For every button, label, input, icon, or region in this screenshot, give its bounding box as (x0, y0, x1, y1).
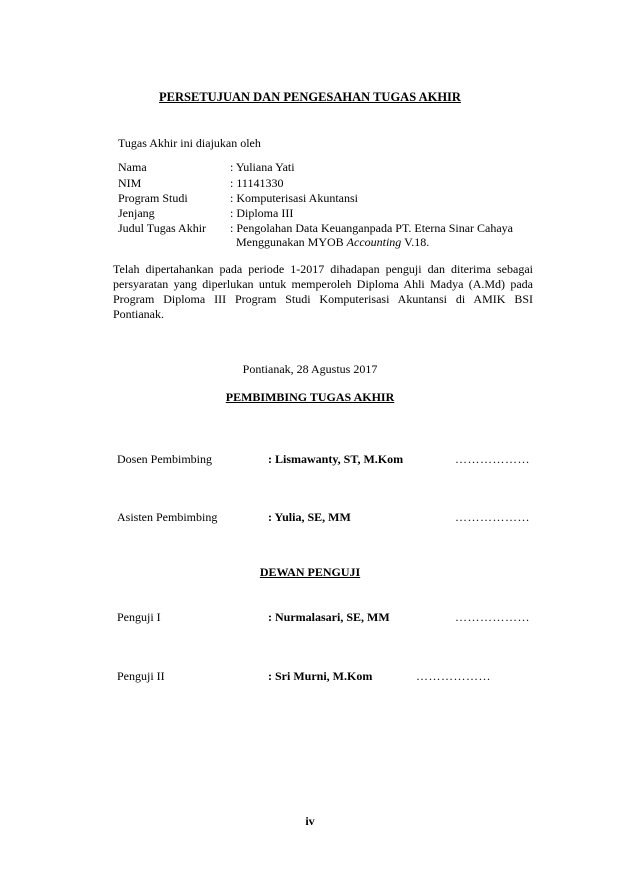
identity-value-program: : Komputerisasi Akuntansi (230, 191, 358, 205)
identity-label-nim: NIM (118, 176, 142, 190)
identity-label-program: Program Studi (118, 191, 188, 205)
approval-paragraph: Telah dipertahankan pada periode 1-2017 dihadapan penguji dan diterima sebagai persyaratan yang diperlukan untuk memperoleh Diploma Ahli Madya (A.Md) pada Program Diploma III Program Studi Komputerisasi Akuntansi di AMIK BSI Pontianak. (113, 262, 533, 321)
examiner-heading: DEWAN PENGUJI (259, 565, 361, 579)
thesis-title-suffix: V.18. (401, 235, 430, 249)
identity-value-thesis-title: : Pengolahan Data Keuanganpada PT. Eterna Sinar Cahaya (230, 221, 514, 235)
identity-value-nim: : 11141330 (230, 176, 284, 190)
intro-line: Tugas Akhir ini diajukan oleh (118, 136, 261, 150)
supervisor-name: : Lismawanty, ST, M.Kom (268, 452, 404, 466)
identity-value-name: : Yuliana Yati (230, 160, 295, 174)
signature-line: ……………… (416, 669, 491, 683)
place-date: Pontianak, 28 Agustus 2017 (242, 362, 378, 376)
signature-line: ……………… (455, 610, 530, 624)
document-title: PERSETUJUAN DAN PENGESAHAN TUGAS AKHIR (159, 90, 461, 104)
supervisor-heading: PEMBIMBING TUGAS AKHIR (225, 390, 395, 404)
identity-label-level: Jenjang (118, 206, 155, 220)
examiner-1-name: : Nurmalasari, SE, MM (268, 610, 390, 624)
identity-label-thesis-title: Judul Tugas Akhir (118, 221, 207, 235)
identity-label-name: Nama (118, 160, 147, 174)
signature-line: ……………… (455, 510, 530, 524)
supervisor-role: Dosen Pembimbing (117, 452, 212, 466)
assistant-supervisor-name: : Yulia, SE, MM (268, 510, 351, 524)
thesis-title-prefix: Menggunakan MYOB (236, 235, 347, 249)
assistant-supervisor-role: Asisten Pembimbing (117, 510, 218, 524)
examiner-2-name: : Sri Murni, M.Kom (268, 669, 373, 683)
examiner-2-role: Penguji II (117, 669, 165, 683)
signature-line: ……………… (455, 452, 530, 466)
examiner-1-role: Penguji I (117, 610, 161, 624)
page-number: iv (305, 814, 315, 828)
identity-value-level: : Diploma III (230, 206, 294, 220)
thesis-title-continuation (236, 235, 429, 250)
thesis-title-italic: Accounting (346, 235, 402, 249)
